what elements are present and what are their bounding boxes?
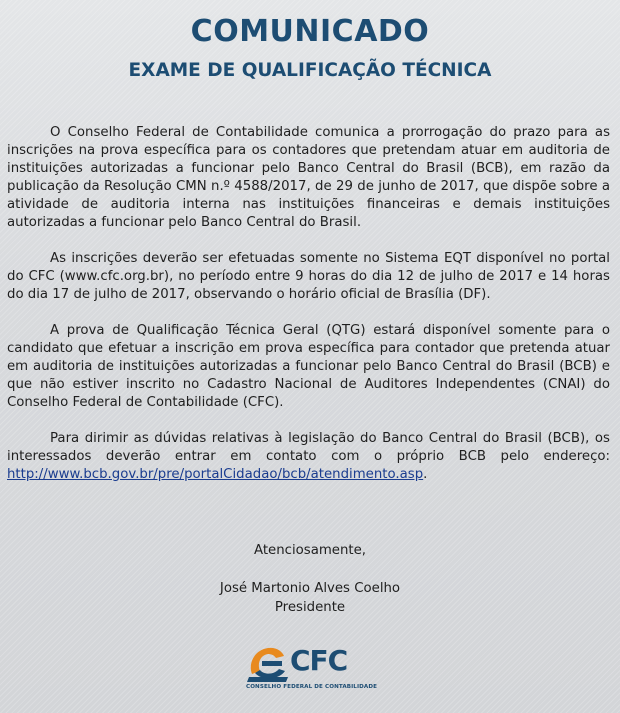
cfc-logo	[246, 640, 376, 696]
paragraph-4-text: Para dirimir as dúvidas relativas à legislação do Banco Central do Brasil (BCB), os interessados deverão entrar em contato com o próprio BCB pelo endereço:	[7, 431, 610, 464]
paragraph-4	[7, 430, 610, 484]
paragraph-4-suffix: .	[423, 467, 428, 482]
cfc-emblem-icon	[246, 640, 292, 684]
signer-name: José Martonio Alves Coelho	[219, 581, 401, 596]
page-subtitle: EXAME DE QUALIFICAÇÃO TÉCNICA	[128, 60, 492, 81]
header	[0, 0, 620, 95]
announcement-body	[7, 124, 610, 502]
signer-title: Presidente	[274, 600, 346, 615]
closing	[0, 541, 620, 617]
bcb-atendimento-link[interactable]: http://www.bcb.gov.br/pre/portalCidadao/bcb/atendimento.asp	[7, 467, 424, 482]
cfc-tagline: CONSELHO FEDERAL DE CONTABILIDADE	[246, 684, 377, 690]
page-title: COMUNICADO	[190, 14, 430, 49]
salutation: Atenciosamente,	[253, 543, 367, 558]
paragraph-3: A prova de Qualificação Técnica Geral (QTG) estará disponível somente para o candidato que efetuar a inscrição em prova específica para contador que pretenda atuar em auditoria de instituições autorizadas a funcionar pelo Banco Central do Brasil (BCB) e que não estiver inscrito no Cadastro Nacional de Auditores Independentes (CNAI) do Conselho Federal de Contabilidade (CFC).	[7, 323, 610, 410]
cfc-wordmark: CFC	[290, 644, 348, 677]
paragraph-2: As inscrições deverão ser efetuadas somente no Sistema EQT disponível no portal do CFC (www.cfc.org.br), no período entre 9 horas do dia 12 de julho de 2017 e 14 horas do dia 17 de julho de 2017, observando o horário oficial de Brasília (DF).	[7, 251, 610, 302]
paragraph-1: O Conselho Federal de Contabilidade comunica a prorrogação do prazo para as inscrições na prova específica para os contadores que pretendam atuar em auditoria de instituições autorizadas a funcionar pelo Banco Central do Brasil (BCB), em razão da publicação da Resolução CMN n.º 4588/2017, de 29 de junho de 2017, que dispõe sobre a atividade de auditoria interna nas instituições financeiras e demais instituições autorizadas a funcionar pelo Banco Central do Brasil.	[7, 125, 610, 230]
